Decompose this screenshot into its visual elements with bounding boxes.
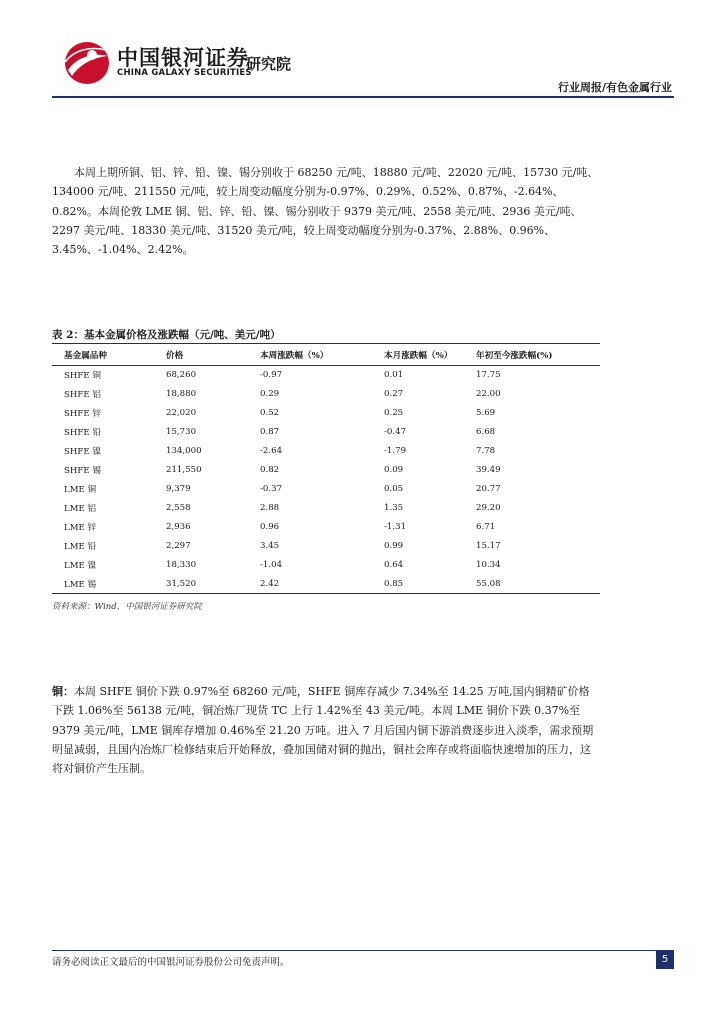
copper-body-text: 本周 SHFE 铜价下跌 0.97%至 68260 元/吨，SHFE 铜库存减少 7.34%至 14.25 万吨,国内铜精矿价格下跌 1.06%至 56138 元/吨，铜冶炼厂现货 TC 上行 1.42%至 43 美元/吨。本周 LME 铜价下跌 0.37%至 9379 美元/吨，LME 铜库存增加 0.46%至 21.20 万吨。进入 7 月后国内铜下游消费逐步进入淡季，需求预期明显减弱，且国内冶炼厂检修结束后开始释放，叠加国储对铜的抛出，铜社会库存或将面临快速增加的压力，这将对铜价产生压制。 xyxy=(52,685,594,776)
galaxy-logo-icon xyxy=(62,40,112,86)
table-row xyxy=(52,385,600,404)
cell-weekly-change: 0.87 xyxy=(260,427,280,437)
cell-monthly-change: 0.27 xyxy=(384,389,404,399)
cell-price: 2,936 xyxy=(166,522,191,532)
cell-ytd-change: 17.75 xyxy=(476,370,501,381)
cell-ytd-change: 15.17 xyxy=(476,541,501,551)
table-row xyxy=(52,575,600,594)
cell-price: 9,379 xyxy=(166,484,191,494)
table-row xyxy=(52,480,600,499)
col-header-price: 价格 xyxy=(154,344,248,366)
cell-ytd-change: 29.20 xyxy=(476,503,501,513)
cell-price: 2,297 xyxy=(166,541,191,551)
cell-weekly-change: 0.29 xyxy=(260,389,280,399)
cell-metal: SHFE 铝 xyxy=(64,390,101,400)
brand-name-en: CHINA GALAXY SECURITIES xyxy=(117,68,252,78)
cell-price: 2,558 xyxy=(166,503,191,513)
cell-price: 211,550 xyxy=(166,465,202,475)
cell-weekly-change: 0.52 xyxy=(260,408,280,418)
cell-weekly-change: 0.82 xyxy=(260,465,280,475)
cell-ytd-change: 22.00 xyxy=(476,389,501,399)
copper-lead-label: 铜： xyxy=(52,685,74,698)
table-row xyxy=(52,442,600,461)
cell-ytd-change: 10.34 xyxy=(476,560,501,570)
table-title: 表 2：基本金属价格及涨跌幅（元/吨、美元/吨） xyxy=(52,329,281,341)
cell-metal: LME 铜 xyxy=(64,485,97,495)
report-category: 行业周报/有色金属行业 xyxy=(557,81,672,94)
cell-ytd-change: 6.68 xyxy=(476,427,496,437)
cell-ytd-change: 55.08 xyxy=(464,575,600,594)
table-row xyxy=(52,537,600,556)
cell-metal: LME 铝 xyxy=(64,504,97,514)
table-row xyxy=(52,404,600,423)
cell-metal: SHFE 锡 xyxy=(64,466,101,476)
cell-weekly-change: 2.88 xyxy=(260,503,280,513)
cell-monthly-change: 0.25 xyxy=(384,408,404,418)
cell-monthly-change: 0.05 xyxy=(384,484,404,494)
cell-monthly-change: 0.64 xyxy=(384,560,404,570)
cell-metal: LME 镍 xyxy=(64,561,97,571)
cell-metal: LME 铅 xyxy=(64,542,97,552)
cell-weekly-change: -2.64 xyxy=(260,446,283,456)
cell-weekly-change: 0.96 xyxy=(260,522,280,532)
cell-metal: SHFE 铅 xyxy=(64,428,101,438)
cell-weekly-change: 3.45 xyxy=(260,541,280,551)
table-header-row xyxy=(52,344,600,366)
page-number: 5 xyxy=(656,951,674,969)
col-header-monthly-change: 本月涨跌幅（%） xyxy=(372,344,464,366)
col-header-metal: 基金属品种 xyxy=(52,344,154,366)
cell-ytd-change: 7.78 xyxy=(476,446,496,456)
footer-divider xyxy=(52,950,674,951)
header-divider xyxy=(52,96,674,98)
cell-weekly-change: -0.97 xyxy=(260,370,283,381)
cell-price: 134,000 xyxy=(166,446,202,456)
col-header-weekly-change: 本周涨跌幅（%） xyxy=(248,344,372,366)
table-row xyxy=(52,499,600,518)
cell-monthly-change: 1.35 xyxy=(384,503,404,513)
cell-ytd-change: 20.77 xyxy=(476,484,501,494)
cell-weekly-change: -0.37 xyxy=(260,484,283,494)
paragraph-copper xyxy=(52,682,600,778)
metal-price-table xyxy=(52,343,600,594)
table-row xyxy=(52,366,600,385)
cell-weekly-change: -1.04 xyxy=(260,560,283,570)
cell-monthly-change: -1.79 xyxy=(384,446,407,456)
table-row xyxy=(52,461,600,480)
cell-monthly-change: -0.47 xyxy=(384,427,407,437)
table-row xyxy=(52,556,600,575)
brand-institute: 研究院 xyxy=(246,55,292,73)
cell-ytd-change: 6.71 xyxy=(476,522,496,532)
footer-disclaimer: 请务必阅读正文最后的中国银河证券股份公司免责声明。 xyxy=(52,957,290,968)
brand-name-cn: 中国银河证券 xyxy=(117,46,249,70)
cell-monthly-change: 0.09 xyxy=(384,465,404,475)
cell-price: 31,520 xyxy=(154,575,248,594)
cell-ytd-change: 5.69 xyxy=(476,408,496,418)
cell-price: 15,730 xyxy=(166,427,197,437)
cell-monthly-change: -1.31 xyxy=(384,522,407,532)
cell-monthly-change: 0.01 xyxy=(384,370,404,381)
table-row xyxy=(52,423,600,442)
cell-price: 18,880 xyxy=(166,389,197,399)
cell-price: 68,260 xyxy=(166,370,197,381)
table-body xyxy=(52,366,600,594)
cell-monthly-change: 0.85 xyxy=(372,575,464,594)
cell-metal: LME 锌 xyxy=(64,523,97,533)
page-header xyxy=(0,0,724,100)
cell-metal: SHFE 锌 xyxy=(64,409,101,419)
cell-ytd-change: 39.49 xyxy=(476,465,501,475)
cell-monthly-change: 0.99 xyxy=(384,541,404,551)
col-header-ytd-change: 年初至今涨跌幅(%) xyxy=(464,344,600,366)
paragraph-metal-prices: 本周上期所铜、铝、锌、铅、镍、锡分别收于 68250 元/吨、18880 元/吨、22020 元/吨、15730 元/吨、134000 元/吨、211550 元/吨，较上周变动幅度分别为-0.97%、0.29%、0.52%、0.87%、-2.64%、0.82%。本周伦敦 LME 铜、铝、锌、铅、镍、锡分别收于 9379 美元/吨、2558 美元/吨、2936 美元/吨、2297 美元/吨、18330 美元/吨、31520 美元/吨，较上周变动幅度分别为-0.37%、2.88%、0.96%、3.45%、-1.04%、2.42%。 xyxy=(52,166,599,257)
cell-metal: SHFE 铜 xyxy=(64,371,101,382)
cell-metal: SHFE 镍 xyxy=(64,447,101,457)
cell-metal: LME 锡 xyxy=(52,575,154,594)
cell-price: 22,020 xyxy=(166,408,197,418)
table-row xyxy=(52,518,600,537)
table-source: 资料来源：Wind，中国银河证券研究院 xyxy=(52,602,202,612)
cell-weekly-change: 2.42 xyxy=(248,575,372,594)
cell-price: 18,330 xyxy=(166,560,197,570)
